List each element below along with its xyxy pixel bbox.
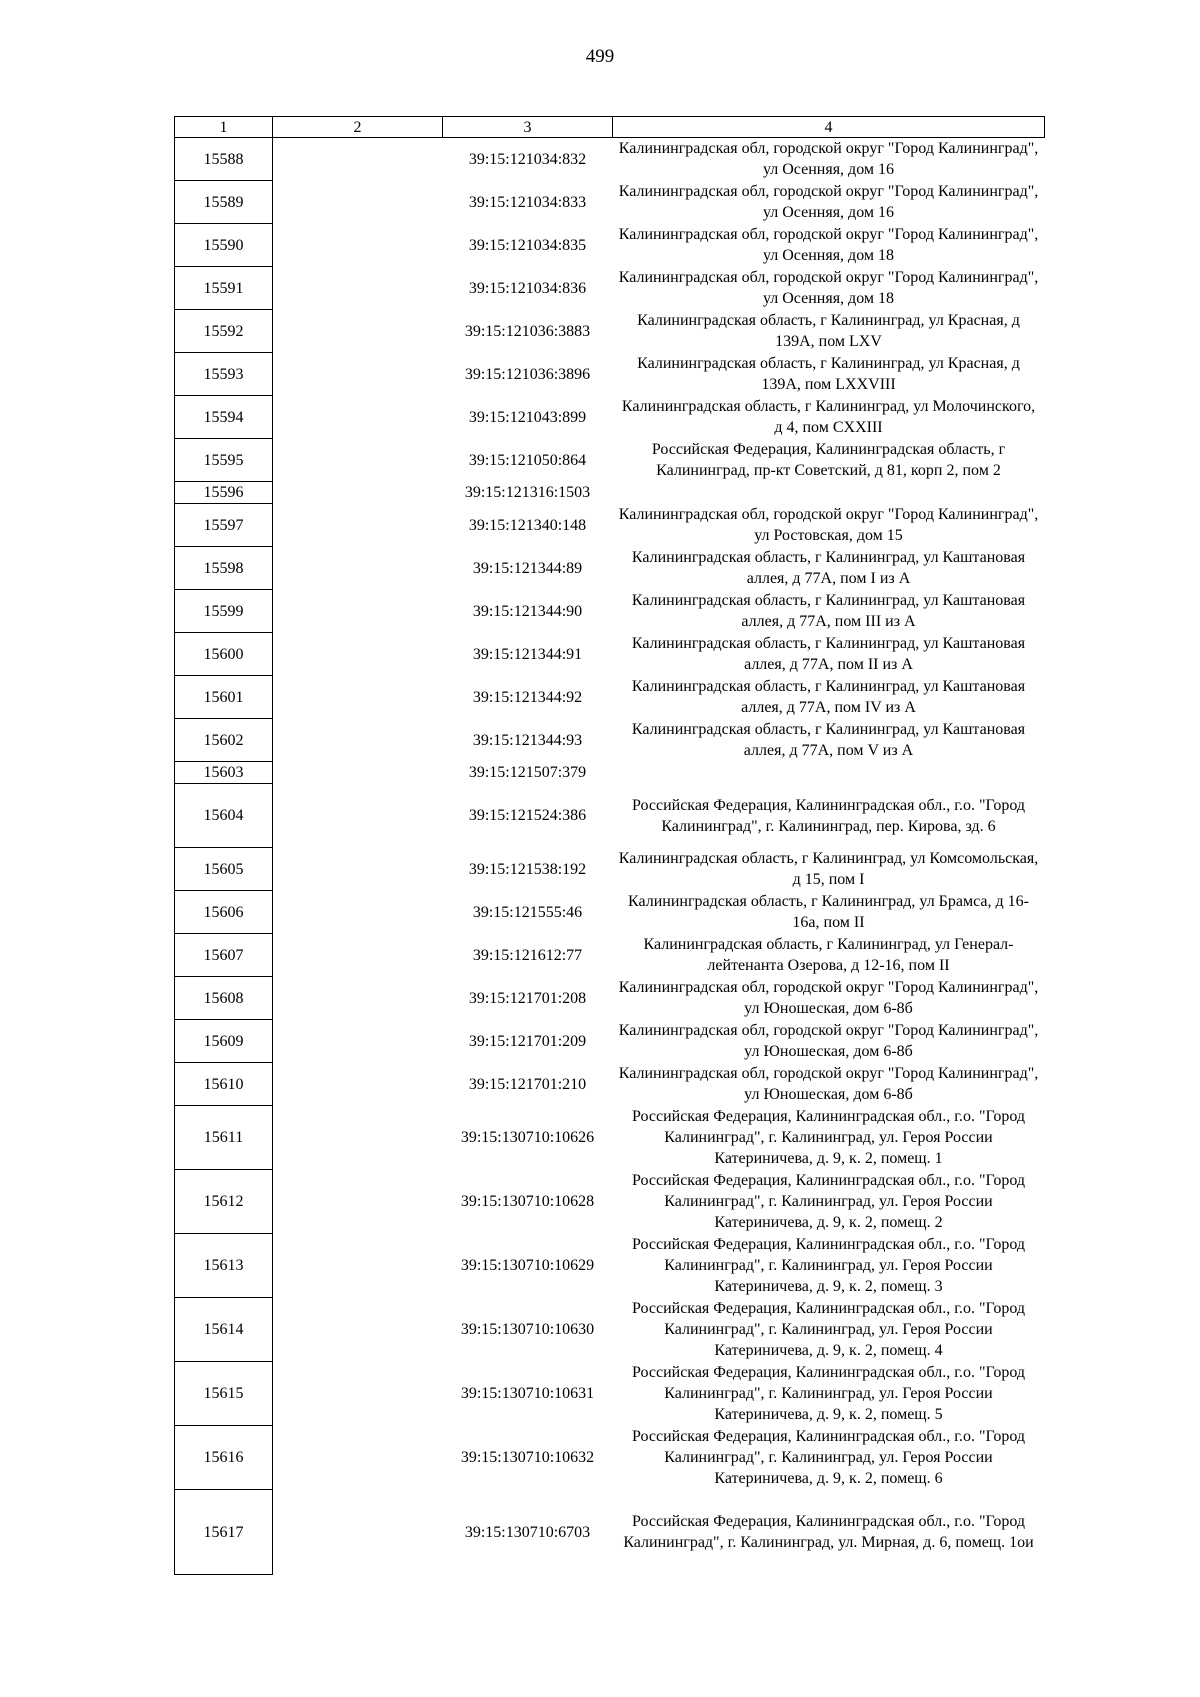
row-col-2 bbox=[273, 439, 443, 482]
address: Калининградская область, г Калининград, ул Брамса, д 16-16а, пом II bbox=[628, 893, 1029, 931]
cadastral-number: 39:15:121524:386 bbox=[468, 807, 587, 824]
row-number: 15593 bbox=[175, 353, 273, 396]
table-row bbox=[175, 848, 1045, 891]
row-col-2 bbox=[273, 934, 443, 977]
row-col-2 bbox=[273, 1063, 443, 1106]
row-number: 15610 bbox=[175, 1063, 273, 1106]
cadastral-number: 39:15:121612:77 bbox=[472, 946, 583, 964]
table-row bbox=[175, 504, 1045, 547]
address: Российская Федерация, Калининградская обл., г.о. "Город Калининград", г. Калининград, пер. Кирова, зд. 6 bbox=[631, 796, 1026, 835]
row-number: 15592 bbox=[175, 310, 273, 353]
address: Российская Федерация, Калининградская обл., г.о. "Город Калининград", г. Калининград, ул. Героя России Катериничева, д. 9, к. 2, помещ. 2 bbox=[631, 1172, 1026, 1231]
row-col-2 bbox=[273, 547, 443, 590]
header-col-4: 4 bbox=[613, 117, 1045, 138]
row-col-2 bbox=[273, 181, 443, 224]
row-number: 15588 bbox=[175, 138, 273, 181]
cadastral-number: 39:15:121344:89 bbox=[472, 559, 583, 577]
table-row bbox=[175, 977, 1045, 1020]
table-row bbox=[175, 784, 1045, 848]
address: Калининградская область, г Калининград, ул Каштановая аллея, д 77А, пом V из А bbox=[631, 721, 1026, 759]
row-number: 15603 bbox=[175, 762, 273, 784]
table-row bbox=[175, 1063, 1045, 1106]
address: Калининградская область, г Калининград, ул Каштановая аллея, д 77А, пом IV из А bbox=[631, 678, 1026, 716]
row-col-2 bbox=[273, 267, 443, 310]
address: Калининградская область, г Калининград, ул Молочинского, д 4, пом CXXIII bbox=[621, 398, 1036, 436]
address: Калининградская обл, городской округ "Город Калининград", ул Юношеская, дом 6-8б bbox=[618, 1065, 1039, 1103]
cadastral-number: 39:15:121034:836 bbox=[468, 279, 587, 297]
cadastral-number: 39:15:130710:10629 bbox=[460, 1257, 595, 1274]
row-number: 15596 bbox=[175, 482, 273, 504]
cadastral-number: 39:15:121034:833 bbox=[468, 193, 587, 211]
cadastral-number: 39:15:121034:832 bbox=[468, 150, 587, 168]
row-number: 15600 bbox=[175, 633, 273, 676]
cadastral-number: 39:15:130710:10632 bbox=[460, 1449, 595, 1466]
row-number: 15602 bbox=[175, 719, 273, 762]
table-row bbox=[175, 396, 1045, 439]
row-col-2 bbox=[273, 1362, 443, 1426]
row-number: 15606 bbox=[175, 891, 273, 934]
cadastral-number: 39:15:121344:92 bbox=[472, 688, 583, 706]
row-number: 15608 bbox=[175, 977, 273, 1020]
row-col-2 bbox=[273, 1298, 443, 1362]
address: Калининградская обл, городской округ "Город Калининград", ул Осенняя, дом 18 bbox=[618, 226, 1039, 264]
table-row bbox=[175, 676, 1045, 719]
header-row bbox=[175, 117, 1045, 138]
table-row bbox=[175, 590, 1045, 633]
page-number: 499 bbox=[585, 46, 615, 67]
address: Калининградская область, г Калининград, ул Каштановая аллея, д 77А, пом I из А bbox=[631, 549, 1026, 587]
address: Российская Федерация, Калининградская обл., г.о. "Город Калининград", г. Калининград, ул. Мирная, д. 6, помещ. 1ои bbox=[623, 1513, 1034, 1551]
cadastral-number: 39:15:121034:835 bbox=[468, 236, 587, 254]
registry-table bbox=[174, 116, 1045, 1575]
row-col-2 bbox=[273, 224, 443, 267]
row-number: 15605 bbox=[175, 848, 273, 891]
row-number: 15590 bbox=[175, 224, 273, 267]
row-col-2 bbox=[273, 676, 443, 719]
row-col-2 bbox=[273, 310, 443, 353]
row-col-2 bbox=[273, 1426, 443, 1490]
table-row bbox=[175, 1170, 1045, 1234]
address bbox=[613, 762, 1045, 784]
row-number: 15617 bbox=[175, 1490, 273, 1575]
table-row bbox=[175, 1234, 1045, 1298]
cadastral-number: 39:15:130710:10626 bbox=[460, 1129, 595, 1146]
row-number: 15607 bbox=[175, 934, 273, 977]
row-number: 15616 bbox=[175, 1426, 273, 1490]
row-col-2 bbox=[273, 784, 443, 848]
address: Российская Федерация, Калининградская обл., г.о. "Город Калининград", г. Калининград, ул. Героя России Катериничева, д. 9, к. 2, помещ. 4 bbox=[631, 1300, 1026, 1359]
header-col-3: 3 bbox=[443, 117, 613, 138]
row-number: 15601 bbox=[175, 676, 273, 719]
row-col-2 bbox=[273, 633, 443, 676]
cadastral-number: 39:15:121507:379 bbox=[468, 764, 587, 781]
row-number: 15591 bbox=[175, 267, 273, 310]
cadastral-number: 39:15:121316:1503 bbox=[464, 484, 591, 501]
row-number: 15615 bbox=[175, 1362, 273, 1426]
cadastral-number: 39:15:121050:864 bbox=[468, 451, 587, 469]
table-row bbox=[175, 1298, 1045, 1362]
table-row bbox=[175, 1020, 1045, 1063]
row-number: 15595 bbox=[175, 439, 273, 482]
cadastral-number: 39:15:130710:10630 bbox=[460, 1321, 595, 1338]
address: Калининградская обл, городской округ "Город Калининград", ул Осенняя, дом 16 bbox=[618, 183, 1039, 221]
row-col-2 bbox=[273, 848, 443, 891]
table-row bbox=[175, 267, 1045, 310]
row-col-2 bbox=[273, 1234, 443, 1298]
address: Калининградская обл, городской округ "Город Калининград", ул Осенняя, дом 18 bbox=[618, 269, 1039, 307]
address: Российская Федерация, Калининградская обл., г.о. "Город Калининград", г. Калининград, ул. Героя России Катериничева, д. 9, к. 2, помещ. 5 bbox=[631, 1364, 1026, 1423]
row-number: 15589 bbox=[175, 181, 273, 224]
cadastral-number: 39:15:121344:90 bbox=[472, 602, 583, 620]
table-row bbox=[175, 224, 1045, 267]
address: Российская Федерация, Калининградская обл., г.о. "Город Калининград", г. Калининград, ул. Героя России Катериничева, д. 9, к. 2, помещ. 6 bbox=[631, 1428, 1026, 1487]
table-row bbox=[175, 1490, 1045, 1575]
cadastral-number: 39:15:121701:209 bbox=[468, 1032, 587, 1050]
row-col-2 bbox=[273, 138, 443, 181]
row-col-2 bbox=[273, 590, 443, 633]
cadastral-number: 39:15:121036:3883 bbox=[464, 322, 591, 340]
table-row bbox=[175, 547, 1045, 590]
row-col-2 bbox=[273, 482, 443, 504]
cadastral-number: 39:15:130710:6703 bbox=[464, 1523, 591, 1541]
row-number: 15609 bbox=[175, 1020, 273, 1063]
cadastral-number: 39:15:121538:192 bbox=[468, 860, 587, 878]
cadastral-number: 39:15:121340:148 bbox=[468, 516, 587, 534]
table-row bbox=[175, 1426, 1045, 1490]
row-number: 15594 bbox=[175, 396, 273, 439]
row-col-2 bbox=[273, 977, 443, 1020]
address: Калининградская область, г Калининград, ул Каштановая аллея, д 77А, пом III из А bbox=[631, 592, 1026, 630]
address: Калининградская область, г Калининград, ул Каштановая аллея, д 77А, пом II из А bbox=[631, 635, 1026, 673]
cadastral-number: 39:15:121043:899 bbox=[468, 408, 587, 426]
row-number: 15614 bbox=[175, 1298, 273, 1362]
row-number: 15597 bbox=[175, 504, 273, 547]
address: Калининградская область, г Калининград, ул Генерал-лейтенанта Озерова, д 12-16, пом II bbox=[643, 936, 1014, 974]
table-row bbox=[175, 719, 1045, 762]
row-number: 15599 bbox=[175, 590, 273, 633]
table-row bbox=[175, 934, 1045, 977]
row-col-2 bbox=[273, 1490, 443, 1575]
address: Калининградская обл, городской округ "Город Калининград", ул Осенняя, дом 16 bbox=[618, 140, 1039, 179]
row-number: 15604 bbox=[175, 784, 273, 848]
row-number: 15611 bbox=[175, 1106, 273, 1170]
address: Российская Федерация, Калининградская область, г Калининград, пр-кт Советский, д 81, корп 2, пом 2 bbox=[651, 441, 1006, 479]
address: Калининградская область, г Калининград, ул Красная, д 139А, пом LXV bbox=[637, 312, 1020, 350]
row-col-2 bbox=[273, 1170, 443, 1234]
row-col-2 bbox=[273, 719, 443, 762]
address: Калининградская область, г Калининград, ул Красная, д 139А, пом LXXVIII bbox=[637, 355, 1020, 393]
header-col-2: 2 bbox=[273, 117, 443, 138]
cadastral-number: 39:15:121036:3896 bbox=[464, 365, 591, 383]
row-col-2 bbox=[273, 504, 443, 547]
row-number: 15598 bbox=[175, 547, 273, 590]
address: Калининградская обл, городской округ "Город Калининград", ул Юношеская, дом 6-8б bbox=[618, 979, 1039, 1017]
row-col-2 bbox=[273, 353, 443, 396]
address: Калининградская область, г Калининград, ул Комсомольская, д 15, пом I bbox=[618, 850, 1039, 888]
table-row bbox=[175, 633, 1045, 676]
row-number: 15613 bbox=[175, 1234, 273, 1298]
row-number: 15612 bbox=[175, 1170, 273, 1234]
cadastral-number: 39:15:121344:93 bbox=[472, 731, 583, 749]
cadastral-number: 39:15:121344:91 bbox=[472, 645, 583, 663]
cadastral-number: 39:15:121701:210 bbox=[468, 1075, 587, 1093]
table-row bbox=[175, 891, 1045, 934]
row-col-2 bbox=[273, 396, 443, 439]
cadastral-number: 39:15:121701:208 bbox=[468, 989, 587, 1007]
row-col-2 bbox=[273, 1106, 443, 1170]
header-col-1: 1 bbox=[175, 117, 273, 138]
table-row bbox=[175, 1106, 1045, 1170]
address: Российская Федерация, Калининградская обл., г.о. "Город Калининград", г. Калининград, ул. Героя России Катериничева, д. 9, к. 2, помещ. 1 bbox=[631, 1108, 1026, 1167]
address: Российская Федерация, Калининградская обл., г.о. "Город Калининград", г. Калининград, ул. Героя России Катериничева, д. 9, к. 2, помещ. 3 bbox=[631, 1236, 1026, 1295]
row-col-2 bbox=[273, 891, 443, 934]
address: Калининградская обл, городской округ "Город Калининград", ул Ростовская, дом 15 bbox=[618, 506, 1039, 544]
cadastral-number: 39:15:121555:46 bbox=[472, 903, 583, 921]
table-row bbox=[175, 138, 1045, 181]
cadastral-number: 39:15:130710:10628 bbox=[460, 1193, 595, 1210]
row-col-2 bbox=[273, 1020, 443, 1063]
table-row bbox=[175, 181, 1045, 224]
table-row bbox=[175, 482, 1045, 504]
table-row bbox=[175, 353, 1045, 396]
address bbox=[613, 482, 1045, 504]
table-row bbox=[175, 762, 1045, 784]
table-row bbox=[175, 439, 1045, 482]
row-col-2 bbox=[273, 762, 443, 784]
table-row bbox=[175, 310, 1045, 353]
cadastral-number: 39:15:130710:10631 bbox=[460, 1385, 595, 1402]
address: Калининградская обл, городской округ "Город Калининград", ул Юношеская, дом 6-8б bbox=[618, 1022, 1039, 1060]
table-row bbox=[175, 1362, 1045, 1426]
